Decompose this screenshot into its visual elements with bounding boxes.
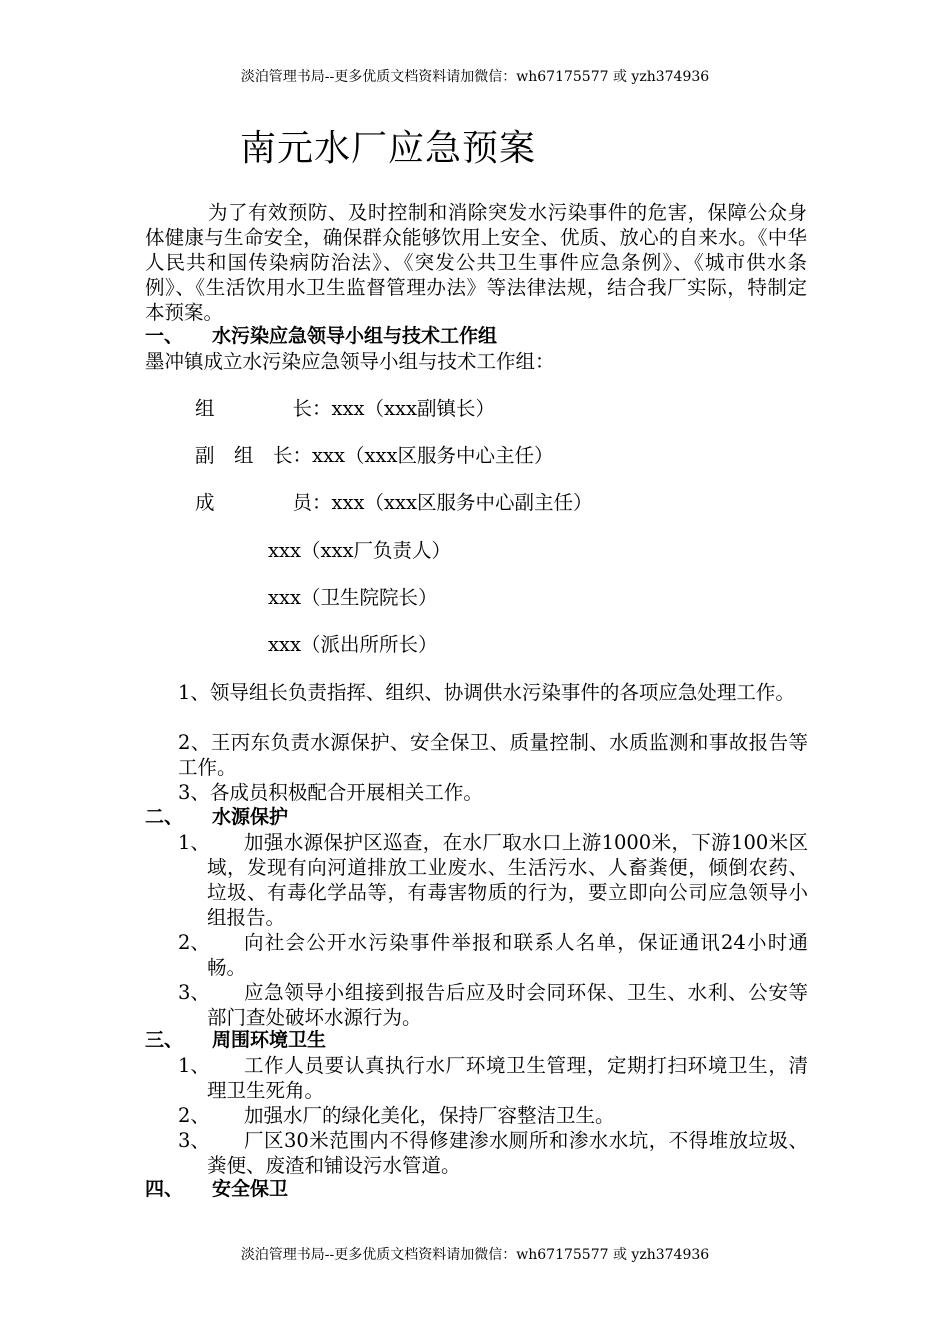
member-extra-1: xxx（xxx厂负责人）: [268, 539, 451, 562]
intro-paragraph: 为了有效预防、及时控制和消除突发水污染事件的危害，保障公众身体健康与生命安全，确保群众能够饮用上安全、优质、放心的自来水。《中华人民共和国传染病防治法》、《突发公共卫生事件应急条例》、《城市供水条例》、《生活饮用水卫生监督管理办法》等法律法规，结合我厂实际，特制定本预案。: [145, 201, 807, 324]
leader-value: xxx（xxx副镇长）: [331, 397, 495, 420]
member-extra-2: xxx（卫生院院长）: [268, 586, 438, 609]
deputy-row: [195, 443, 554, 468]
section-1-lead: 墨冲镇成立水污染应急领导小组与技术工作组：: [145, 350, 555, 373]
document-title: 南元水厂应急预案: [240, 128, 537, 169]
member-value: xxx（xxx区服务中心副主任）: [331, 491, 593, 514]
section-2-item-2-text: 向社会公开水污染事件举报和联系人名单，保证通讯24小时通畅。: [207, 931, 808, 979]
section-1-item-2: 2、王丙东负责水源保护、安全保卫、质量控制、水质监测和事故报告等工作。: [178, 731, 808, 779]
section-1-number: 一、: [145, 325, 184, 347]
deputy-value: xxx（xxx区服务中心主任）: [312, 444, 554, 467]
section-2-item-2-number: 2、: [178, 931, 210, 954]
section-2-item-1-text: 加强水源保护区巡查，在水厂取水口上游1000米，下游100米区域，发现有向河道排放工业废水、生活污水、人畜粪便，倾倒农药、垃圾、有毒化学品等，有毒害物质的行为，要立即向公司应急领导小组报告。: [207, 831, 808, 929]
section-3-number: 三、: [145, 1029, 184, 1051]
section-4-title: 安全保卫: [212, 1178, 289, 1200]
leader-label: 组 长：: [195, 397, 332, 420]
section-3-item-1-number: 1、: [178, 1054, 210, 1077]
section-2-item-1-number: 1、: [178, 831, 210, 854]
section-3-item-2-text: 加强水厂的绿化美化，保持厂容整洁卫生。: [244, 1104, 615, 1127]
section-2-title: 水源保护: [212, 806, 289, 828]
section-2-heading: [145, 805, 288, 830]
section-2-number: 二、: [145, 806, 184, 828]
deputy-label: 副 组 长：: [195, 444, 313, 467]
section-3-item-2-number: 2、: [178, 1104, 210, 1127]
section-1-heading: [145, 324, 497, 349]
section-1-title: 水污染应急领导小组与技术工作组: [212, 325, 498, 347]
page-header: 淡泊管理书局--更多优质文档资料请加微信：wh67175577 或 yzh374936: [240, 69, 710, 85]
section-1-item-1: 1、领导组长负责指挥、组织、协调供水污染事件的各项应急处理工作。: [178, 681, 795, 704]
member-extra-3: xxx（派出所所长）: [268, 633, 438, 656]
leader-row: [195, 396, 495, 421]
member-row: [195, 490, 593, 515]
section-2-item-3-number: 3、: [178, 981, 210, 1004]
section-3-heading: [145, 1028, 326, 1053]
section-3-item-1-text: 工作人员要认真执行水厂环境卫生管理，定期打扫环境卫生，清理卫生死角。: [207, 1054, 808, 1102]
section-4-number: 四、: [145, 1178, 184, 1200]
page-footer: 淡泊管理书局--更多优质文档资料请加微信：wh67175577 或 yzh374936: [240, 1247, 710, 1263]
member-label: 成 员：: [195, 491, 332, 514]
section-3-title: 周围环境卫生: [212, 1029, 327, 1051]
section-3-item-3-number: 3、: [178, 1129, 210, 1152]
section-3-item-3-text: 厂区30米范围内不得修建渗水厕所和渗水水坑，不得堆放垃圾、粪便、废渣和铺设污水管道。: [207, 1129, 808, 1177]
section-1-item-3: 3、各成员积极配合开展相关工作。: [178, 781, 483, 804]
section-2-item-3-text: 应急领导小组接到报告后应及时会同环保、卫生、水利、公安等部门查处破坏水源行为。: [207, 981, 808, 1029]
section-4-heading: [145, 1177, 288, 1202]
